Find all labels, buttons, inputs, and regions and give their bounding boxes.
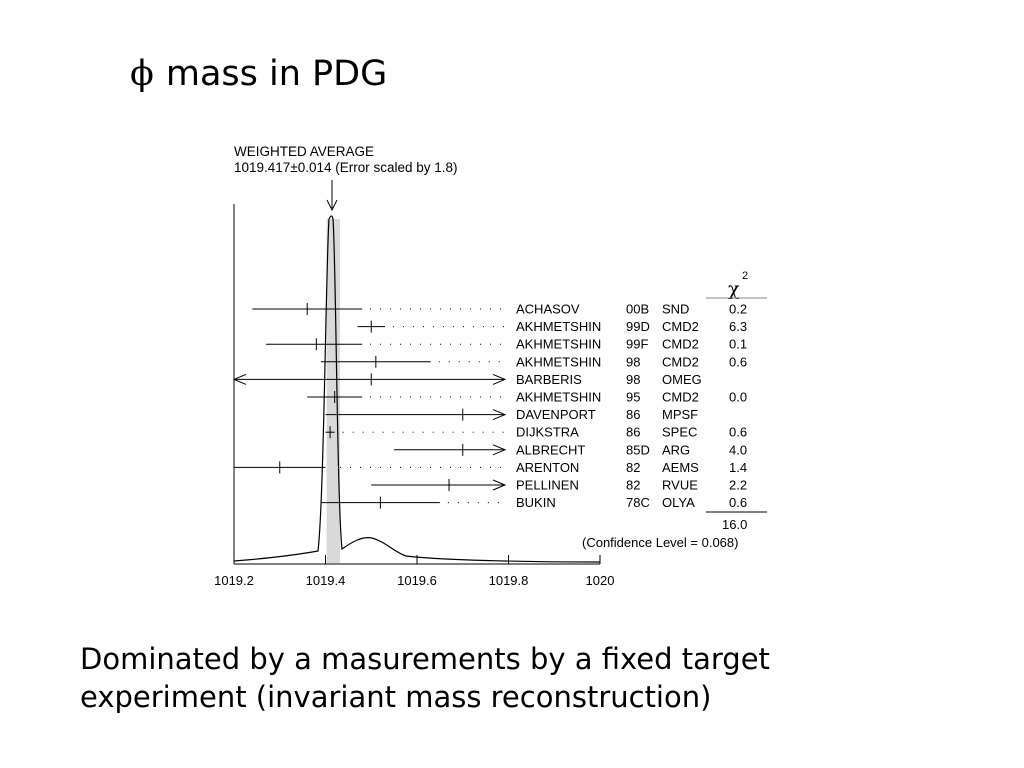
x-tick-label: 1019.8 [488, 573, 529, 588]
year-label: 82 [626, 459, 641, 475]
experiment-label: SPEC [662, 424, 698, 440]
measurement-row [358, 319, 748, 334]
chi2-value: 0.6 [729, 424, 748, 440]
measurement-row [307, 390, 747, 405]
year-label: 85D [626, 442, 650, 458]
year-label: 95 [626, 389, 641, 405]
author-label: BARBERIS [516, 371, 582, 387]
year-label: 78C [626, 495, 650, 511]
measurement-row [321, 354, 747, 369]
chi2-value: 2.2 [729, 477, 748, 493]
chi2-symbol: χ [728, 278, 740, 300]
title-text: mass in PDG [165, 54, 388, 94]
author-label: ACHASOV [516, 301, 580, 317]
year-label: 86 [626, 424, 641, 440]
caption [80, 640, 960, 716]
chi2-superscript: 2 [742, 270, 749, 282]
author-label: ALBRECHT [516, 442, 586, 458]
x-tick-label: 1020 [585, 573, 615, 588]
experiment-label: OLYA [662, 495, 695, 511]
chi2-value: 6.3 [729, 319, 748, 335]
author-label: BUKIN [516, 495, 556, 511]
chi2-total: 16.0 [722, 517, 748, 532]
year-label: 00B [626, 301, 650, 317]
experiment-label: CMD2 [662, 389, 699, 405]
experiment-label: CMD2 [662, 319, 699, 335]
experiment-label: RVUE [662, 477, 698, 493]
confidence-level: (Confidence Level = 0.068) [582, 535, 739, 550]
chi2-value: 0.6 [729, 354, 748, 370]
x-tick-label: 1019.2 [214, 573, 254, 588]
experiment-label: SND [662, 301, 690, 317]
author-label: PELLINEN [516, 477, 579, 493]
measurement-row [321, 495, 747, 510]
measurement-row [326, 425, 748, 440]
x-ticks [214, 555, 614, 588]
average-error-band [327, 219, 340, 563]
year-label: 98 [626, 371, 641, 387]
measurement-row [234, 372, 702, 387]
measurement-row [234, 460, 747, 475]
caption-line-1: Dominated by a masurements by a fixed target [80, 642, 770, 676]
x-tick-label: 1019.4 [305, 573, 346, 588]
year-label: 98 [626, 354, 641, 370]
measurement-rows [234, 302, 747, 511]
weighted-average-text: 1019.417±0.014 (Error scaled by 1.8) [234, 160, 458, 175]
experiment-label: OMEG [662, 371, 702, 387]
measurement-row [326, 407, 699, 422]
author-label: DIJKSTRA [516, 424, 579, 440]
experiment-label: CMD2 [662, 336, 699, 352]
caption-line-2: experiment (invariant mass reconstruction) [80, 680, 712, 714]
year-label: 99D [626, 319, 650, 335]
experiment-label: AEMS [662, 459, 699, 475]
author-label: AKHMETSHIN [516, 336, 602, 352]
x-tick-label: 1019.6 [397, 573, 437, 588]
author-label: AKHMETSHIN [516, 354, 602, 370]
experiment-label: ARG [662, 442, 691, 458]
chi2-value: 0.6 [729, 495, 748, 511]
experiment-label: MPSF [662, 407, 699, 423]
chart-header: WEIGHTED AVERAGE [234, 144, 375, 159]
chi2-value: 4.0 [729, 442, 748, 458]
author-label: DAVENPORT [516, 407, 596, 423]
year-label: 86 [626, 407, 641, 423]
author-label: AKHMETSHIN [516, 319, 602, 335]
experiment-label: CMD2 [662, 354, 699, 370]
measurement-row [394, 442, 747, 457]
measurement-row [371, 478, 747, 493]
year-label: 82 [626, 477, 641, 493]
chi2-value: 1.4 [729, 459, 748, 475]
chi2-value: 0.1 [729, 336, 748, 352]
phi-symbol: ϕ [130, 54, 154, 94]
chi2-value: 0.0 [729, 389, 748, 405]
author-label: ARENTON [516, 459, 580, 475]
chi2-value: 0.2 [729, 301, 748, 317]
year-label: 99F [626, 336, 649, 352]
author-label: AKHMETSHIN [516, 389, 602, 405]
